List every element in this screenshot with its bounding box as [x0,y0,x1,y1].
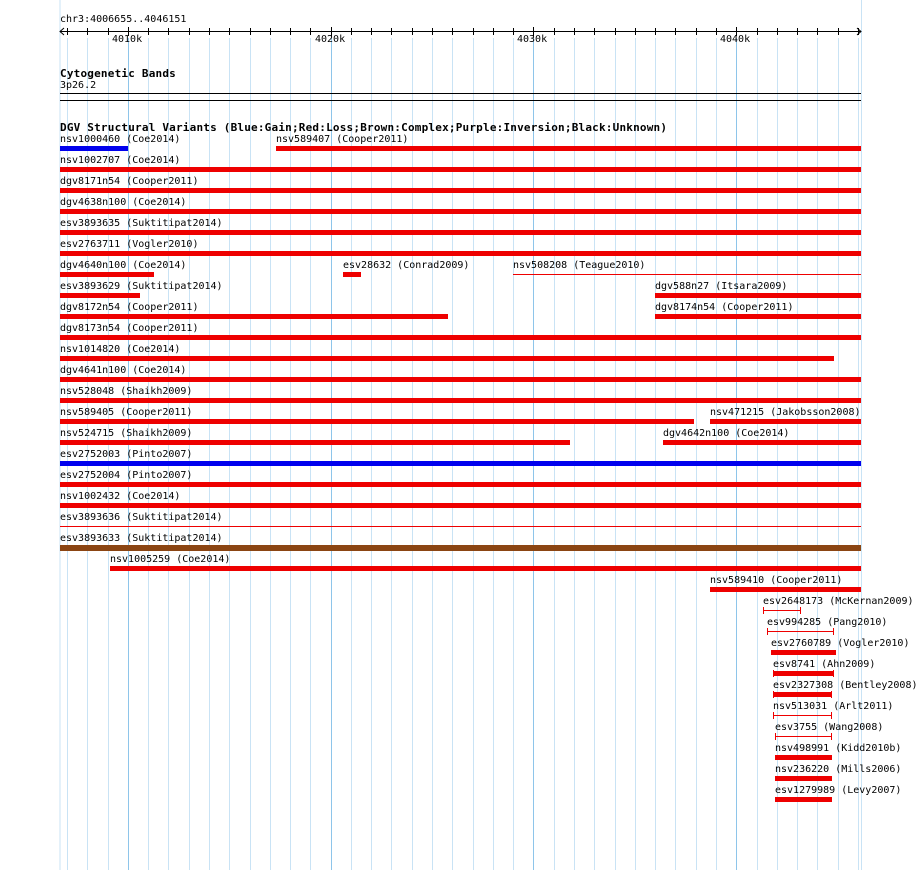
feature-bar-loss[interactable] [767,631,834,632]
feature-bar-loss[interactable] [775,776,832,781]
feature-bar-gain[interactable] [60,461,861,466]
feature-bar-loss[interactable] [60,377,861,382]
feature-label[interactable]: nsv1014820 (Coe2014) [60,344,181,355]
feature-label[interactable]: nsv589407 (Cooper2011) [276,134,409,145]
cytoband-track-title: Cytogenetic Bands [60,67,176,80]
feature-label[interactable]: esv2752003 (Pinto2007) [60,449,193,460]
feature-end-cap [767,628,768,635]
feature-label[interactable]: nsv589405 (Cooper2011) [60,407,193,418]
feature-end-cap [775,733,776,740]
feature-bar-loss[interactable] [60,251,861,256]
feature-bar-loss[interactable] [775,736,832,737]
feature-bar-loss[interactable] [655,293,861,298]
feature-bar-loss[interactable] [60,272,154,277]
feature-bar-loss[interactable] [60,398,861,403]
feature-end-cap [773,670,774,677]
ruler-tick-label: 4020k [315,34,346,45]
feature-bar-complex[interactable] [60,545,861,551]
feature-bar-loss[interactable] [60,526,861,527]
feature-bar-loss[interactable] [710,587,861,592]
feature-label[interactable]: dgv4640n100 (Coe2014) [60,260,187,271]
feature-bar-loss[interactable] [771,650,836,655]
feature-label[interactable]: nsv589410 (Cooper2011) [710,575,843,586]
feature-label[interactable]: esv3893629 (Suktitipat2014) [60,281,223,292]
feature-label[interactable]: dgv8173n54 (Cooper2011) [60,323,199,334]
feature-bar-loss[interactable] [60,356,834,361]
feature-bar-loss[interactable] [710,419,861,424]
location-label: chr3:4006655..4046151 [60,14,187,25]
feature-bar-loss[interactable] [60,419,694,424]
feature-bar-loss[interactable] [60,188,861,193]
feature-bar-loss[interactable] [773,671,834,676]
feature-label[interactable]: esv2752004 (Pinto2007) [60,470,193,481]
ruler-tick-label: 4040k [720,34,751,45]
feature-bar-loss[interactable] [60,209,861,214]
feature-label[interactable]: esv28632 (Conrad2009) [343,260,470,271]
feature-label[interactable]: esv3893635 (Suktitipat2014) [60,218,223,229]
feature-end-cap [831,712,832,719]
feature-label[interactable]: esv3755 (Wang2008) [775,722,884,733]
feature-label[interactable]: nsv524715 (Shaikh2009) [60,428,193,439]
feature-bar-loss[interactable] [663,440,861,445]
feature-bar-loss[interactable] [60,293,140,298]
feature-label[interactable]: dgv588n27 (Itsara2009) [655,281,788,292]
feature-label[interactable]: nsv1002707 (Coe2014) [60,155,181,166]
feature-label[interactable]: esv3893636 (Suktitipat2014) [60,512,223,523]
feature-end-cap [833,670,834,677]
feature-label[interactable]: esv2760789 (Vogler2010) [771,638,910,649]
feature-label[interactable]: dgv8171n54 (Cooper2011) [60,176,199,187]
feature-end-cap [763,607,764,614]
feature-bar-loss[interactable] [775,755,832,760]
feature-label[interactable]: esv8741 (Ahn2009) [773,659,876,670]
feature-label[interactable]: nsv1005259 (Coe2014) [110,554,231,565]
feature-bar-loss[interactable] [60,335,861,340]
feature-bar-loss[interactable] [60,482,861,487]
feature-label[interactable]: esv1279989 (Levy2007) [775,785,902,796]
feature-bar-gain[interactable] [60,146,128,151]
feature-label[interactable]: nsv471215 (Jakobsson2008) [710,407,861,418]
feature-bar-loss[interactable] [773,692,832,697]
feature-bar-loss[interactable] [763,610,801,611]
feature-label[interactable]: dgv4642n100 (Coe2014) [663,428,790,439]
feature-bar-loss[interactable] [276,146,861,151]
feature-label[interactable]: nsv498991 (Kidd2010b) [775,743,902,754]
ruler-tick-label: 4010k [112,34,143,45]
feature-bar-loss[interactable] [60,167,861,172]
feature-label[interactable]: nsv1000460 (Coe2014) [60,134,181,145]
feature-label[interactable]: esv2327308 (Bentley2008) [773,680,918,691]
feature-end-cap [833,628,834,635]
feature-bar-loss[interactable] [60,314,448,319]
feature-bar-loss[interactable] [773,715,832,716]
feature-end-cap [800,607,801,614]
dgv-track-title: DGV Structural Variants (Blue:Gain;Red:Loss;Brown:Complex;Purple:Inversion;Black:Unknown) [60,121,668,134]
feature-label[interactable]: dgv4641n100 (Coe2014) [60,365,187,376]
cytoband-label: 3p26.2 [60,80,97,91]
feature-label[interactable]: dgv8174n54 (Cooper2011) [655,302,794,313]
feature-bar-loss[interactable] [513,274,861,275]
feature-end-cap [831,691,832,698]
feature-label[interactable]: esv3893633 (Suktitipat2014) [60,533,223,544]
feature-label[interactable]: esv2763711 (Vogler2010) [60,239,199,250]
feature-label[interactable]: nsv1002432 (Coe2014) [60,491,181,502]
feature-bar-loss[interactable] [343,272,361,277]
feature-label[interactable]: nsv528048 (Shaikh2009) [60,386,193,397]
ruler-tick-label: 4030k [517,34,548,45]
feature-bar-loss[interactable] [775,797,832,802]
feature-end-cap [773,691,774,698]
feature-bar-loss[interactable] [110,566,861,571]
feature-label[interactable]: dgv4638n100 (Coe2014) [60,197,187,208]
feature-label[interactable]: dgv8172n54 (Cooper2011) [60,302,199,313]
feature-bar-loss[interactable] [60,230,861,235]
feature-label[interactable]: esv994285 (Pang2010) [767,617,888,628]
feature-bar-loss[interactable] [655,314,861,319]
feature-label[interactable]: nsv508208 (Teague2010) [513,260,646,271]
feature-end-cap [773,712,774,719]
feature-bar-loss[interactable] [60,503,861,508]
feature-label[interactable]: esv2648173 (McKernan2009) [763,596,914,607]
feature-label[interactable]: nsv513031 (Arlt2011) [773,701,894,712]
feature-label[interactable]: nsv236220 (Mills2006) [775,764,902,775]
feature-end-cap [831,733,832,740]
feature-bar-loss[interactable] [60,440,570,445]
